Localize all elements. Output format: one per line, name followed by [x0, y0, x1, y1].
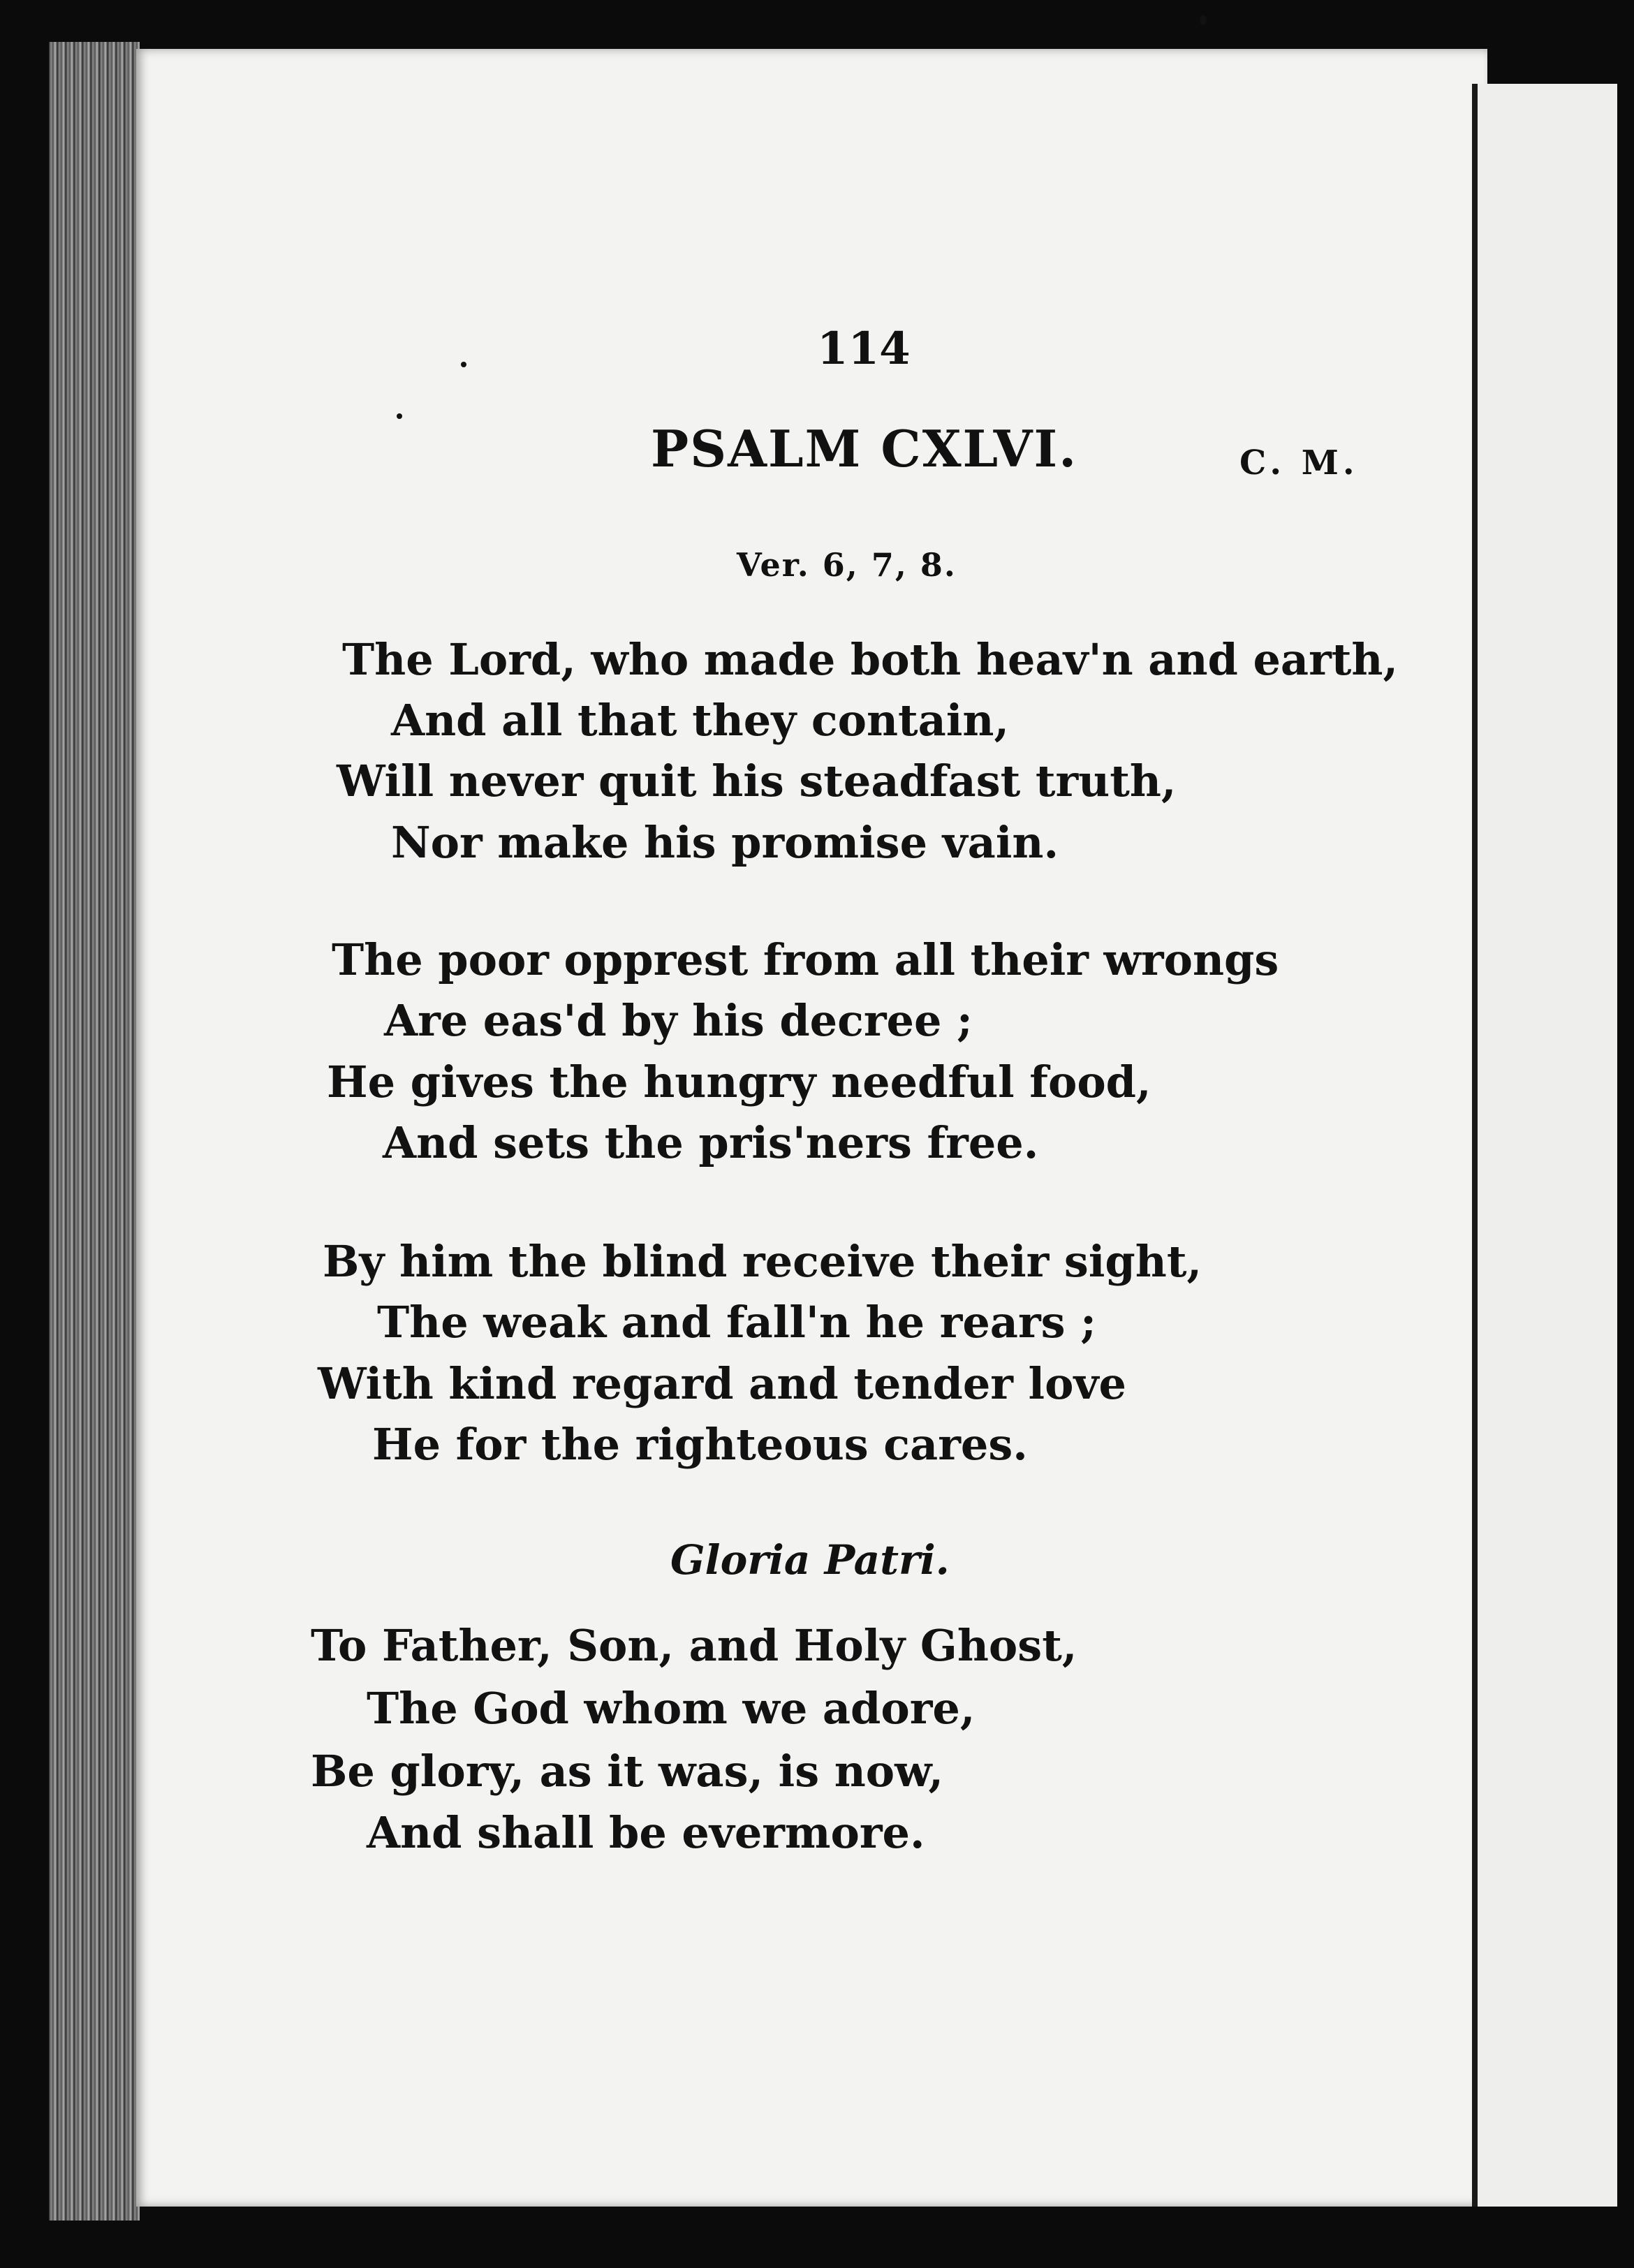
facing-page-edge — [1478, 84, 1617, 2207]
gloria-heading: Gloria Patri. — [670, 1536, 950, 1584]
verse-reference: Ver. 6, 7, 8. — [737, 546, 957, 584]
book-edge — [49, 42, 140, 2221]
gloria-line-1: To Father, Son, and Holy Ghost, — [311, 1620, 1077, 1671]
psalm-title: PSALM CXLVI. — [651, 419, 1078, 478]
stanza-2-line-3: He gives the hungry needful food, — [327, 1056, 1151, 1107]
stanza-1-line-1: The Lord, who made both heav'n and earth, — [342, 634, 1399, 685]
stanza-3-line-3: With kind regard and tender love — [318, 1358, 1126, 1409]
page-number: 114 — [817, 323, 911, 375]
gloria-line-2: The God whom we adore, — [367, 1683, 976, 1734]
stanza-1-line-2: And all that they contain, — [391, 695, 1010, 746]
gloria-line-3: Be glory, as it was, is now, — [311, 1746, 944, 1797]
scan-speck — [461, 362, 466, 367]
gloria-line-4: And shall be evermore. — [367, 1807, 925, 1858]
stanza-2-line-4: And sets the pris'ners free. — [383, 1117, 1039, 1168]
page-gutter — [1472, 84, 1478, 2207]
meter-label: C. M. — [1239, 443, 1359, 483]
stanza-2-line-1: The poor opprest from all their wrongs — [332, 934, 1279, 985]
scan-speck — [1200, 15, 1207, 25]
stanza-3-line-2: The weak and fall'n he rears ; — [377, 1297, 1096, 1348]
stanza-3-line-4: He for the righteous cares. — [372, 1419, 1028, 1470]
scan-speck — [397, 413, 402, 419]
stanza-1-line-3: Will never quit his steadfast truth, — [337, 756, 1177, 807]
stanza-1-line-4: Nor make his promise vain. — [391, 817, 1059, 868]
stanza-3-line-1: By him the blind receive their sight, — [323, 1236, 1202, 1287]
stanza-2-line-2: Are eas'd by his decree ; — [384, 995, 973, 1046]
